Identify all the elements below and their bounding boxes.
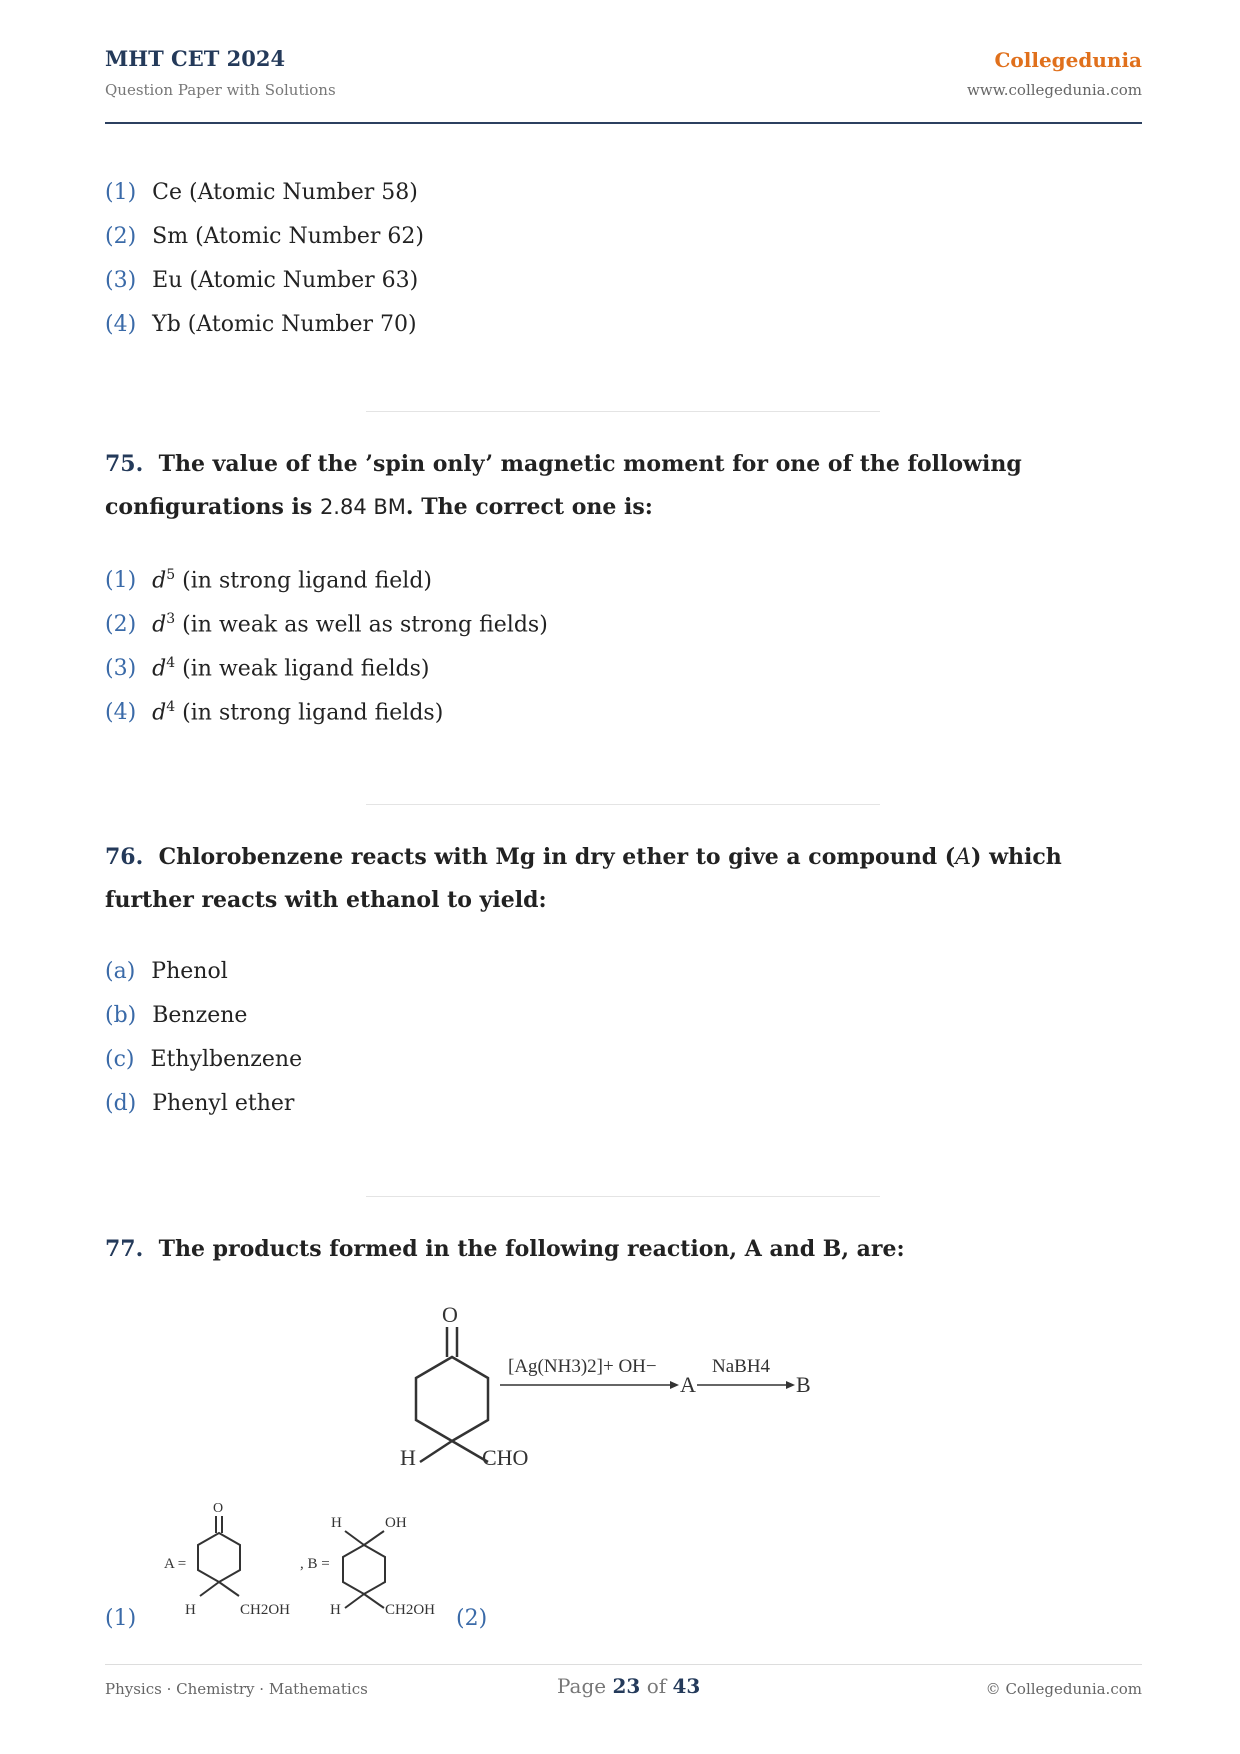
q77-option-1[interactable] [105, 1606, 152, 1631]
product-a: A [680, 1372, 696, 1397]
option-text: Ce (Atomic Number 58) [152, 180, 418, 205]
option-number: (1) [105, 1606, 137, 1631]
cyclohexanone-ring [416, 1327, 488, 1462]
option-number: (2) [456, 1606, 488, 1631]
option-number: (1) [105, 568, 137, 594]
option1-a-label: A = [164, 1556, 187, 1572]
option1-b-h-bottom: H [330, 1602, 341, 1618]
question-number: 77. [105, 1236, 144, 1262]
option-text: Eu (Atomic Number 63) [152, 268, 419, 293]
option1-structure-b [343, 1531, 385, 1608]
orbital-symbol: d [152, 700, 167, 726]
page-indicator [557, 1674, 700, 1698]
reagent-2: NaBH4 [712, 1356, 771, 1377]
option1-h: H [185, 1602, 196, 1618]
option1-b-h-top: H [331, 1515, 342, 1531]
question-number: 75. [105, 451, 144, 477]
option-text: Sm (Atomic Number 62) [152, 224, 424, 249]
footer-copyright: © Collegedunia.com [985, 1680, 1142, 1698]
orbital-symbol: d [152, 612, 167, 638]
electron-count: 3 [166, 611, 176, 627]
page-prefix: Page [557, 1674, 607, 1698]
option-number: (a) [105, 959, 136, 984]
option1-b-ch2oh: CH2OH [385, 1602, 436, 1618]
question-number: 76. [105, 844, 144, 870]
option-text: (in weak ligand fields) [175, 656, 430, 682]
option-number: (4) [105, 700, 137, 726]
reagent-1: [Ag(NH3)2]+ OH− [508, 1356, 657, 1377]
question-text: The products formed in the following reaction, A and B, are: [158, 1236, 905, 1262]
arrowhead-icon [786, 1381, 795, 1389]
option-text: (in weak as well as strong fields) [175, 612, 548, 638]
brand-name[interactable]: Collegedunia [994, 48, 1142, 72]
page-current: 23 [612, 1674, 641, 1698]
page-total: 43 [672, 1674, 701, 1698]
oxygen-label: O [442, 1302, 458, 1327]
question-text-a: The value of the ’spin only’ magnetic moment for one of the following configurations is [105, 451, 1022, 520]
option-text: (in strong ligand field) [175, 568, 433, 594]
compound-variable: A [955, 845, 972, 870]
question-text-b: ) which further reacts with ethanol to yield: [105, 844, 1062, 913]
footer-subjects: Physics · Chemistry · Mathematics [105, 1680, 368, 1698]
option-number: (2) [105, 612, 137, 638]
option-text: Phenol [151, 959, 228, 984]
brand-url[interactable]: www.collegedunia.com [967, 81, 1142, 99]
footer-divider [105, 1664, 1142, 1665]
option1-ch2oh: CH2OH [240, 1602, 291, 1618]
option-text: Benzene [152, 1003, 248, 1028]
option-text: (in strong ligand fields) [175, 700, 444, 726]
page-of: of [646, 1674, 667, 1698]
option1-structure-a [198, 1516, 240, 1596]
orbital-symbol: d [152, 656, 167, 682]
header-title: MHT CET 2024 [105, 46, 286, 71]
option-number: (4) [105, 312, 137, 337]
option-number: (2) [105, 224, 137, 249]
option-number: (1) [105, 180, 137, 205]
question-text-b: . The correct one is: [405, 494, 653, 520]
option1-b-oh: OH [385, 1515, 407, 1531]
option-text: Yb (Atomic Number 70) [152, 312, 417, 337]
product-b: B [796, 1372, 811, 1397]
orbital-symbol: d [152, 568, 167, 594]
electron-count: 4 [166, 699, 176, 715]
option-number: (d) [105, 1091, 137, 1116]
option-number: (3) [105, 268, 137, 293]
option1-b-label: , B = [300, 1556, 330, 1572]
option-number: (b) [105, 1003, 137, 1028]
option-text: Ethylbenzene [150, 1047, 303, 1072]
h-bond [420, 1441, 452, 1462]
h-label: H [400, 1445, 416, 1470]
arrowhead-icon [670, 1381, 679, 1389]
option-number: (3) [105, 656, 137, 682]
option-number: (c) [105, 1047, 135, 1072]
magnetic-moment-value: 2.84 BM [319, 495, 406, 519]
header-subtitle: Question Paper with Solutions [105, 81, 336, 99]
electron-count: 5 [166, 567, 176, 583]
q77-option-2[interactable] [456, 1606, 503, 1631]
question-text-a: Chlorobenzene reacts with Mg in dry ether to give a compound ( [158, 844, 956, 870]
cho-label: CHO [482, 1445, 529, 1470]
option-text: Phenyl ether [152, 1091, 295, 1116]
electron-count: 4 [166, 655, 176, 671]
option1-oxygen: O [213, 1501, 224, 1516]
